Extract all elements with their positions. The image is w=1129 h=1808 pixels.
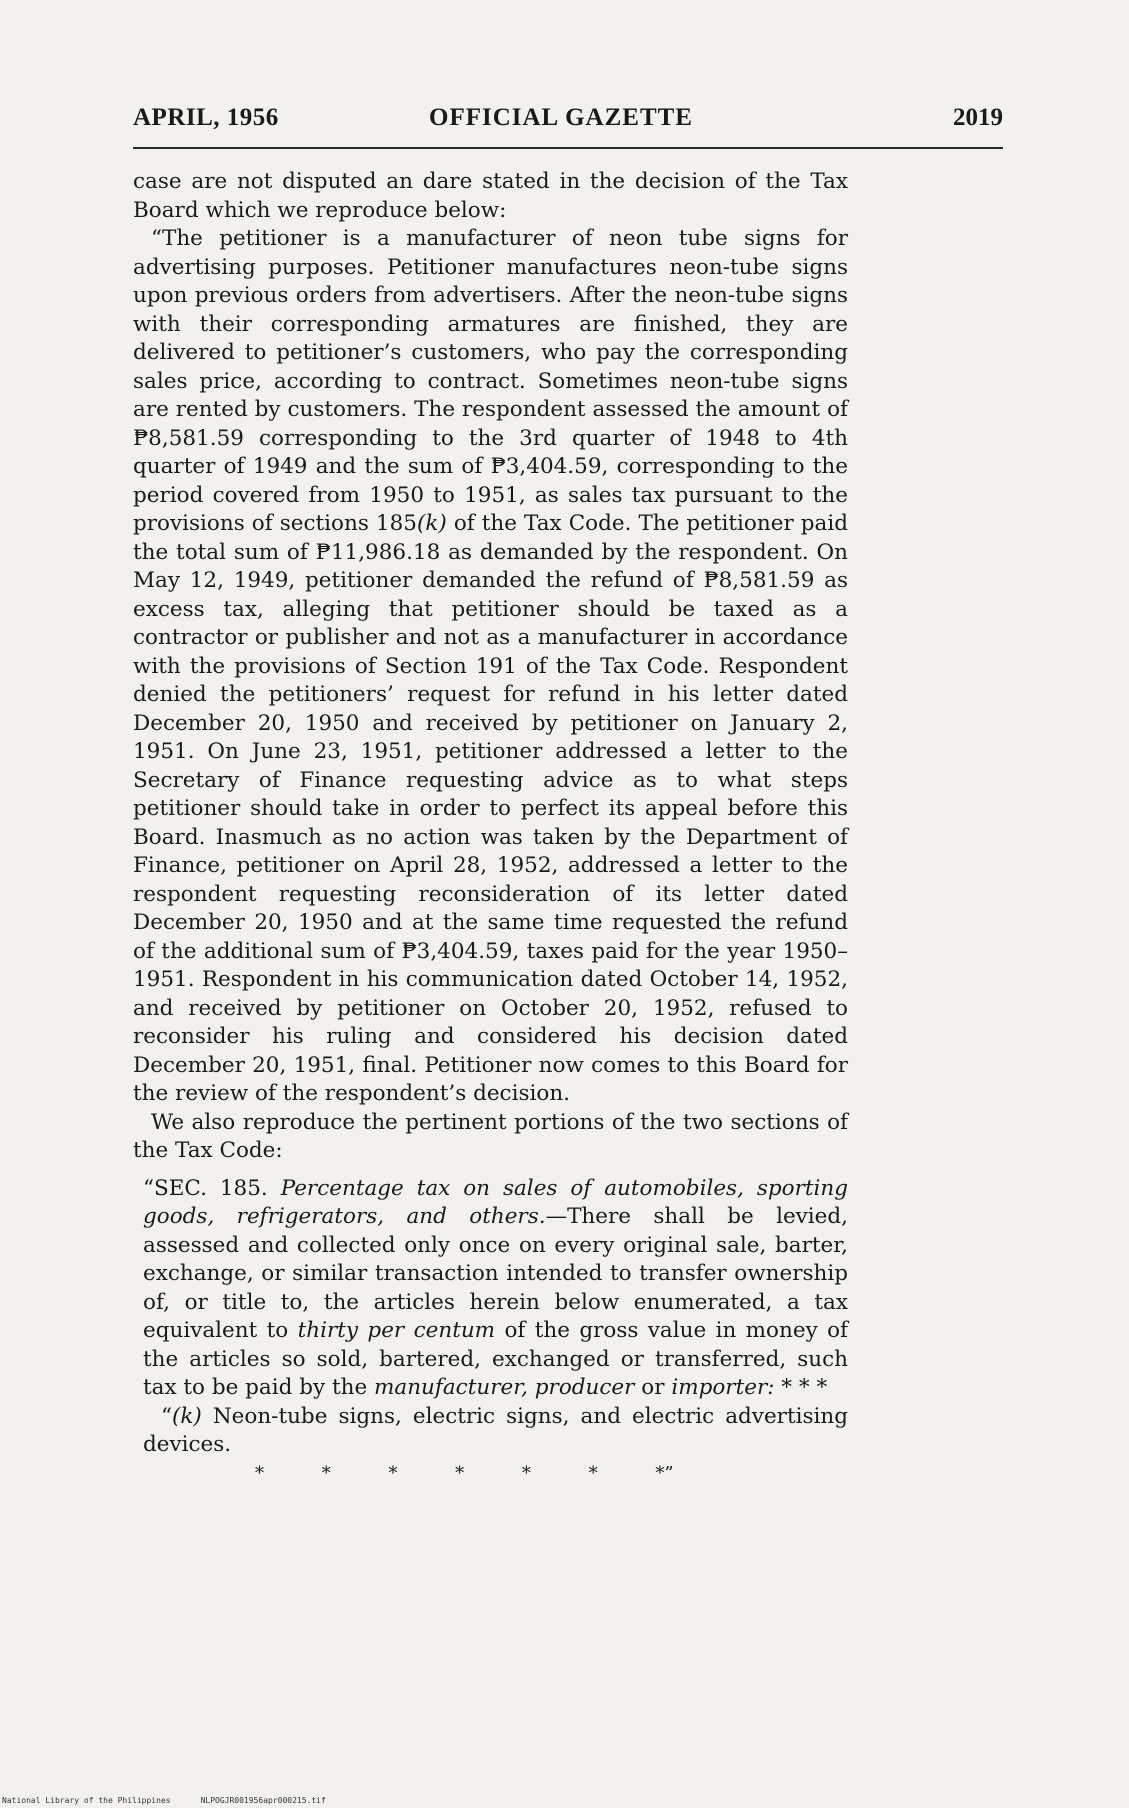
section-payers: manufacturer, producer bbox=[374, 1375, 635, 1400]
page-number: 2019 bbox=[953, 104, 1003, 131]
omission-stars: * * * * * * *” bbox=[255, 1462, 674, 1484]
header-rule bbox=[133, 147, 1003, 149]
section-ellipsis: * * * bbox=[774, 1375, 828, 1400]
intro-paragraph: case are not disputed an dare stated in the decision of the Tax Board which we reproduce below: bbox=[133, 169, 848, 223]
body-text bbox=[133, 168, 848, 1488]
tax-board-quote bbox=[133, 225, 848, 1109]
section-label: “SEC. 185. bbox=[143, 1175, 268, 1201]
issue-date: APRIL, 1956 bbox=[133, 104, 279, 131]
quote-text-part2: of the Tax Code. The petitioner paid the total sum of ₱11,986.18 as demanded by the respondent. On May 12, 1949, petitioner demanded the refund of ₱8,581.59 as excess tax, alleging that petitioner should be taxed as a contractor or publisher and not as a manufacturer in accordance with the provisions of Section 191 of the Tax Code. Respondent denied the petitioners’ request for refund in his letter dated December 20, 1950 and received by petitioner on January 2, 1951. On June 23, 1951, petitioner addressed a letter to the Secretary of Finance requesting advice as to what steps petitioner should take in order to perfect its appeal before this Board. Inasmuch as no action was taken by the Department of Finance, petitioner on April 28, 1952, addressed a letter to the respondent requesting reconsideration of its letter dated December 20, 1950 and at the same time requested the refund of the additional sum of ₱3,404.59, taxes paid for the year 1950–1951. Respondent in his communication dated October 14, 1952, and received by petitioner on October 20, 1952, refused to reconsider his ruling and considered his decision dated December 20, 1951, final. Petitioner now comes to this Board for the review of the respondent’s decision. bbox=[133, 511, 848, 1106]
section-text-2: of the gross value in money of the articles so sold, bartered, exchanged or transferred, such tax to be paid by the bbox=[143, 1318, 849, 1400]
section-text: —There shall be levied, assessed and collected only once on every original sale, barter, exchange, or similar transaction intended to transfer ownership of, or title to, the articles herein below enumerated, a tax equivalent to bbox=[143, 1204, 849, 1343]
section-importer: importer: bbox=[671, 1375, 775, 1400]
subsection-k-label: (k) bbox=[172, 1403, 202, 1429]
quote-text-part1: “The petitioner is a manufacturer of neon tube signs for advertising purposes. Petitioner manufactures neon-tube signs upon previous orders from advertisers. After the neon-tube signs with their corresponding armatures are finished, they are delivered to petitioner’s customers, who pay the corresponding sales price, according to contract. Sometimes neon-tube signs are rented by customers. The respondent assessed the amount of ₱8,581.59 corresponding to the 3rd quarter of 1948 to 4th quarter of 1949 and the sum of ₱3,404.59, corresponding to the period covered from 1950 to 1951, as sales tax pursuant to the provisions of sections 185 bbox=[133, 226, 848, 536]
section-185-quote bbox=[133, 1175, 848, 1403]
section-rate: thirty per centum bbox=[297, 1318, 496, 1343]
scan-filename: NLPOGJR001956apr000215.tif bbox=[200, 1796, 326, 1805]
library-credit: National Library of the Philippines bbox=[2, 1796, 171, 1805]
section-title: Percentage tax on sales of automobiles, sporting goods, refrigerators, and others. bbox=[143, 1175, 849, 1229]
running-header bbox=[133, 104, 1003, 138]
publication-title: OFFICIAL GAZETTE bbox=[429, 104, 693, 131]
section-or: or bbox=[634, 1375, 672, 1400]
subsection-k-ref: (k) bbox=[416, 511, 447, 536]
subsection-k-text: Neon-tube signs, electric signs, and electric advertising devices. bbox=[143, 1403, 848, 1457]
subsection-k bbox=[133, 1403, 848, 1460]
subsection-k-open-quote: “ bbox=[161, 1403, 172, 1429]
transition-paragraph: We also reproduce the pertinent portions of the two sections of the Tax Code: bbox=[133, 1109, 848, 1163]
scan-footer bbox=[2, 1796, 326, 1805]
